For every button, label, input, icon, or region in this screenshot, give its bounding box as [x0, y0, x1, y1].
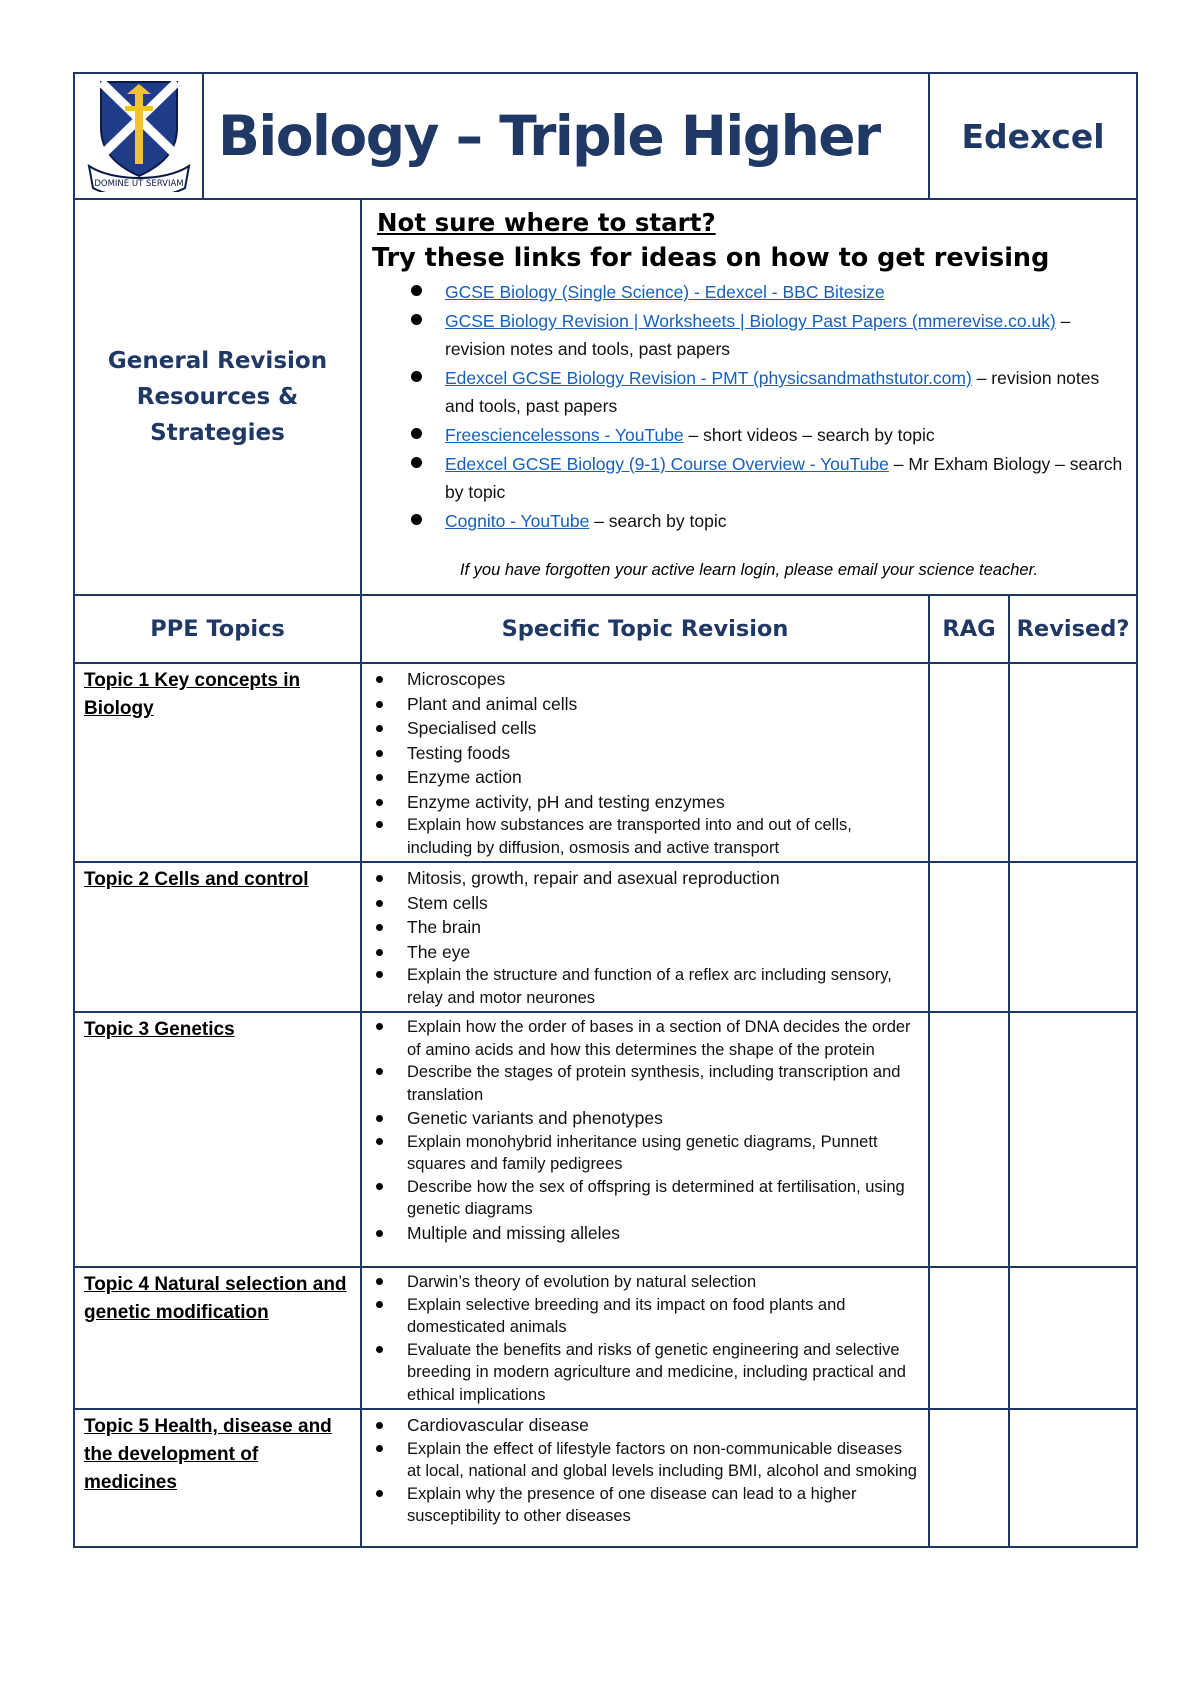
- topic-item: Explain how substances are transported into and out of cells, including by diffusion, osmosis and active transport: [407, 814, 920, 859]
- general-revision-label: General Revision Resources & Strategies: [107, 348, 328, 446]
- revised-cell[interactable]: [1009, 663, 1137, 862]
- topic-name-cell: [74, 1409, 361, 1547]
- topic-item: The brain: [407, 915, 920, 940]
- resource-link-item: [445, 421, 1126, 449]
- crest-cell: [74, 73, 203, 199]
- page-title: Biology – Triple Higher: [218, 104, 880, 168]
- topic-item: Multiple and missing alleles: [407, 1221, 920, 1246]
- resource-link[interactable]: GCSE Biology (Single Science) - Edexcel - BBC Bitesize: [445, 282, 885, 302]
- exam-board-cell: [929, 73, 1137, 199]
- revised-cell[interactable]: [1009, 1409, 1137, 1547]
- topic-name: Topic 5 Health, disease and the development of medicines: [84, 1416, 332, 1493]
- topic-row: [74, 663, 1137, 862]
- topic-items-list: [375, 866, 920, 1009]
- resource-link-item: [445, 450, 1126, 506]
- topic-items-list: [375, 1413, 920, 1528]
- login-note: If you have forgotten your active learn login, please email your science teacher.: [459, 561, 1039, 579]
- rag-cell[interactable]: [929, 1409, 1009, 1547]
- exam-board: Edexcel: [961, 116, 1105, 156]
- topic-items-cell: [361, 1012, 929, 1267]
- header-row: [74, 73, 1137, 199]
- topic-row: [74, 1012, 1137, 1267]
- rag-cell[interactable]: [929, 1267, 1009, 1409]
- resource-link[interactable]: Cognito - YouTube: [445, 511, 590, 531]
- topic-item: Genetic variants and phenotypes: [407, 1106, 920, 1131]
- general-revision-label-cell: [74, 199, 361, 595]
- resource-link[interactable]: Freesciencelessons - YouTube: [445, 425, 684, 445]
- resource-link-description: – revision notes and tools, past papers: [445, 368, 1100, 416]
- resource-link[interactable]: Edexcel GCSE Biology (9-1) Course Overview - YouTube: [445, 454, 889, 474]
- resource-link[interactable]: GCSE Biology Revision | Worksheets | Biology Past Papers (mmerevise.co.uk): [445, 311, 1056, 331]
- topic-items-list: [375, 1271, 920, 1406]
- topic-item: Microscopes: [407, 667, 920, 692]
- resources-subheading: Try these links for ideas on how to get revising: [372, 243, 1050, 273]
- topic-item: Mitosis, growth, repair and asexual reproduction: [407, 866, 920, 891]
- column-header-rag: RAG: [929, 595, 1009, 663]
- topic-item: Explain the structure and function of a reflex arc including sensory, relay and motor neurones: [407, 964, 920, 1009]
- resource-link-description: – revision notes and tools, past papers: [445, 311, 1071, 359]
- column-header-revised: Revised?: [1009, 595, 1137, 663]
- topic-name: Topic 4 Natural selection and genetic modification: [84, 1274, 347, 1323]
- topic-item: Specialised cells: [407, 716, 920, 741]
- topic-rows: [74, 663, 1137, 1547]
- general-revision-row: [74, 199, 1137, 595]
- topic-item: Describe the stages of protein synthesis, including transcription and translation: [407, 1061, 920, 1106]
- resources-cell: [361, 199, 1137, 595]
- topic-item: Cardiovascular disease: [407, 1413, 920, 1438]
- revised-cell[interactable]: [1009, 1267, 1137, 1409]
- title-cell: [203, 73, 929, 199]
- topic-name-cell: [74, 862, 361, 1012]
- topic-name-cell: [74, 1012, 361, 1267]
- topic-items-list: [375, 1016, 920, 1245]
- resource-link-item: [445, 278, 1126, 306]
- topic-item: Explain monohybrid inheritance using genetic diagrams, Punnett squares and family pedigrees: [407, 1131, 920, 1176]
- topic-row: [74, 1409, 1137, 1547]
- resource-link-description: – search by topic: [589, 511, 727, 531]
- topic-name-cell: [74, 1267, 361, 1409]
- resource-link-item: [445, 364, 1126, 420]
- topic-items-cell: [361, 1267, 929, 1409]
- topic-name: Topic 1 Key concepts in Biology: [84, 670, 301, 719]
- resource-links-list: [372, 278, 1126, 535]
- resource-link-item: [445, 307, 1126, 363]
- resource-link-item: [445, 507, 1126, 535]
- topic-items-list: [375, 667, 920, 859]
- topic-row: [74, 1267, 1137, 1409]
- column-header-row: [74, 595, 1137, 663]
- crest-motto: DOMINE UT SERVIAM: [93, 178, 184, 189]
- topic-name: Topic 3 Genetics: [84, 1019, 235, 1040]
- column-header-specific: Specific Topic Revision: [361, 595, 929, 663]
- revised-cell[interactable]: [1009, 1012, 1137, 1267]
- topic-item: The eye: [407, 940, 920, 965]
- topic-item: Enzyme activity, pH and testing enzymes: [407, 790, 920, 815]
- topic-item: Explain selective breeding and its impact on food plants and domesticated animals: [407, 1294, 920, 1339]
- topic-item: Enzyme action: [407, 765, 920, 790]
- resource-link-description: – Mr Exham Biology – search by topic: [445, 454, 1123, 502]
- topic-items-cell: [361, 663, 929, 862]
- topic-items-cell: [361, 1409, 929, 1547]
- revision-table: [73, 72, 1138, 1548]
- topic-item: Testing foods: [407, 741, 920, 766]
- topic-item: Describe how the sex of offspring is determined at fertilisation, using genetic diagrams: [407, 1176, 920, 1221]
- topic-row: [74, 862, 1137, 1012]
- topic-items-cell: [361, 862, 929, 1012]
- topic-item: Explain the effect of lifestyle factors on non-communicable diseases at local, national and global levels including BMI, alcohol and smoking: [407, 1438, 920, 1483]
- topic-item: Stem cells: [407, 891, 920, 916]
- topic-item: Explain how the order of bases in a section of DNA decides the order of amino acids and how this determines the shape of the protein: [407, 1016, 920, 1061]
- column-header-topics: PPE Topics: [74, 595, 361, 663]
- topic-item: Evaluate the benefits and risks of genetic engineering and selective breeding in modern agriculture and medicine, including practical and ethical implications: [407, 1339, 920, 1407]
- topic-name-cell: [74, 663, 361, 862]
- resource-link-description: – short videos – search by topic: [683, 425, 935, 445]
- rag-cell[interactable]: [929, 862, 1009, 1012]
- topic-item: Explain why the presence of one disease can lead to a higher susceptibility to other diseases: [407, 1483, 920, 1528]
- revised-cell[interactable]: [1009, 862, 1137, 1012]
- school-crest-icon: [83, 76, 195, 192]
- topic-name: Topic 2 Cells and control: [84, 869, 309, 890]
- topic-item: Darwin’s theory of evolution by natural selection: [407, 1271, 920, 1294]
- resources-heading: Not sure where to start?: [377, 208, 716, 237]
- resource-link[interactable]: Edexcel GCSE Biology Revision - PMT (physicsandmathstutor.com): [445, 368, 972, 388]
- rag-cell[interactable]: [929, 1012, 1009, 1267]
- topic-item: Plant and animal cells: [407, 692, 920, 717]
- rag-cell[interactable]: [929, 663, 1009, 862]
